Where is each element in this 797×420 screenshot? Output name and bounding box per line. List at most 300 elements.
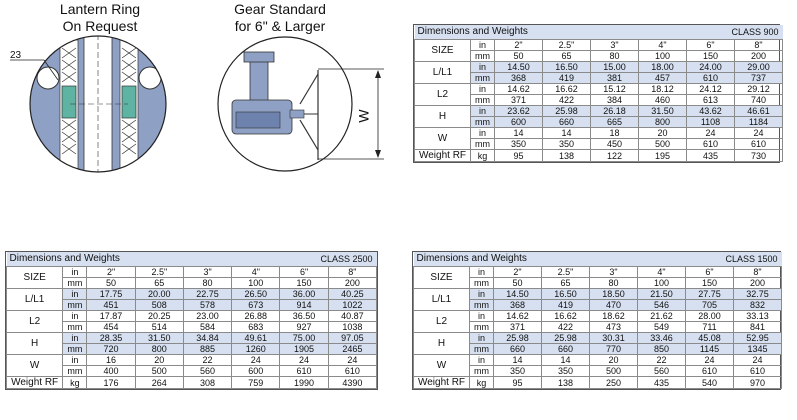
unit-in: in xyxy=(63,333,87,344)
size-in-row xyxy=(414,267,782,278)
table-class-900 xyxy=(413,24,780,163)
dimension-in-cell: 31.50 xyxy=(639,106,687,117)
size-mm-cell: 150 xyxy=(686,278,734,289)
unit-mm: mm xyxy=(470,322,494,333)
dimension-in-cell: 34.84 xyxy=(183,333,231,344)
dimension-in-cell: 97.05 xyxy=(328,333,376,344)
dimension-label: L2 xyxy=(415,84,471,106)
dimension-in-cell: 24 xyxy=(328,355,376,366)
dimension-in-cell: 32.75 xyxy=(734,289,782,300)
dimension-in-cell: 20 xyxy=(135,355,183,366)
dimension-row-in xyxy=(414,355,782,366)
dimension-mm-cell: 384 xyxy=(591,95,639,106)
size-in-cell: 3" xyxy=(591,40,639,51)
pressure-class-label: CLASS 1500 xyxy=(638,252,782,267)
dimension-in-cell: 24 xyxy=(734,355,782,366)
dimension-mm-cell: 419 xyxy=(543,73,591,84)
dimension-mm-cell: 600 xyxy=(495,117,543,128)
unit-in: in xyxy=(471,62,495,73)
weight-cell: 308 xyxy=(183,377,231,389)
dimension-mm-cell: 665 xyxy=(591,117,639,128)
dimension-in-cell: 25.98 xyxy=(543,106,591,117)
dimension-label: L2 xyxy=(7,311,63,333)
dimension-mm-cell: 350 xyxy=(495,139,543,150)
pressure-class-label: CLASS 900 xyxy=(639,25,783,40)
table-title: Dimensions and Weights xyxy=(414,252,638,267)
size-label: SIZE xyxy=(7,267,63,289)
dimension-mm-cell: 711 xyxy=(686,322,734,333)
unit-in: in xyxy=(471,128,495,139)
dimension-mm-cell: 500 xyxy=(590,366,638,377)
size-mm-cell: 50 xyxy=(87,278,135,289)
dimension-mm-cell: 584 xyxy=(183,322,231,333)
table-title: Dimensions and Weights xyxy=(7,252,232,267)
weight-cell: 138 xyxy=(543,150,591,162)
weight-cell: 540 xyxy=(686,377,734,389)
w-dimension-label: W xyxy=(355,109,372,123)
weight-cell: 970 xyxy=(734,377,782,389)
unit-in: in xyxy=(63,355,87,366)
unit-in: in xyxy=(471,40,495,51)
size-mm-cell: 150 xyxy=(280,278,328,289)
dimension-in-cell: 14.50 xyxy=(495,62,543,73)
dimension-mm-cell: 600 xyxy=(232,366,280,377)
dimension-in-cell: 26.88 xyxy=(232,311,280,322)
dimension-mm-cell: 549 xyxy=(638,322,686,333)
dimension-in-cell: 14.50 xyxy=(494,289,542,300)
lantern-ring-detail-image xyxy=(28,34,172,176)
dimension-row-mm xyxy=(7,344,377,355)
unit-in: in xyxy=(471,106,495,117)
dimension-in-cell: 43.62 xyxy=(687,106,735,117)
dimension-mm-cell: 770 xyxy=(590,344,638,355)
dimension-in-cell: 22 xyxy=(183,355,231,366)
dimension-in-cell: 26.18 xyxy=(591,106,639,117)
dimension-row-in xyxy=(414,311,782,322)
dimension-in-cell: 18.50 xyxy=(590,289,638,300)
unit-in: in xyxy=(63,289,87,300)
dimension-in-cell: 14 xyxy=(494,355,542,366)
dimension-row-mm xyxy=(7,300,377,311)
size-in-cell: 2" xyxy=(87,267,135,278)
dimension-row-in xyxy=(414,289,782,300)
weight-cell: 435 xyxy=(638,377,686,389)
dimension-row-mm xyxy=(415,73,783,84)
size-in-cell: 8" xyxy=(734,267,782,278)
dimension-mm-cell: 419 xyxy=(542,300,590,311)
dimension-mm-cell: 832 xyxy=(734,300,782,311)
dimension-mm-cell: 450 xyxy=(591,139,639,150)
dimension-row-in xyxy=(415,128,783,139)
size-mm-cell: 50 xyxy=(495,51,543,62)
weight-cell: 122 xyxy=(591,150,639,162)
dimension-row-mm xyxy=(414,322,782,333)
dimension-mm-cell: 1345 xyxy=(734,344,782,355)
size-in-cell: 8" xyxy=(735,40,783,51)
dimension-mm-cell: 740 xyxy=(735,95,783,106)
dimension-mm-cell: 800 xyxy=(135,344,183,355)
dimension-mm-cell: 800 xyxy=(639,117,687,128)
dimension-mm-cell: 610 xyxy=(687,139,735,150)
dimension-mm-cell: 1108 xyxy=(687,117,735,128)
dimension-label: W xyxy=(415,128,471,150)
dimension-mm-cell: 422 xyxy=(543,95,591,106)
dimension-mm-cell: 927 xyxy=(280,322,328,333)
size-mm-cell: 100 xyxy=(638,278,686,289)
dimension-row-in xyxy=(415,106,783,117)
dimension-in-cell: 20.25 xyxy=(135,311,183,322)
dimension-in-cell: 18 xyxy=(591,128,639,139)
dimension-in-cell: 23.00 xyxy=(183,311,231,322)
dimension-mm-cell: 514 xyxy=(135,322,183,333)
dimension-mm-cell: 1038 xyxy=(328,322,376,333)
dimension-in-cell: 14 xyxy=(495,128,543,139)
unit-mm: mm xyxy=(470,344,494,355)
dimension-in-cell: 31.50 xyxy=(135,333,183,344)
unit-in: in xyxy=(470,311,494,322)
size-in-cell: 6" xyxy=(686,267,734,278)
size-mm-cell: 200 xyxy=(735,51,783,62)
dimension-mm-cell: 371 xyxy=(495,95,543,106)
table-header-row xyxy=(414,252,782,267)
weight-cell: 95 xyxy=(495,150,543,162)
dimension-mm-cell: 460 xyxy=(639,95,687,106)
size-in-cell: 6" xyxy=(687,40,735,51)
unit-in: in xyxy=(470,355,494,366)
weight-cell: 138 xyxy=(542,377,590,389)
dimension-mm-cell: 1022 xyxy=(328,300,376,311)
dimension-mm-cell: 500 xyxy=(639,139,687,150)
callout-number: 23 xyxy=(10,50,22,61)
size-in-cell: 3" xyxy=(183,267,231,278)
dimension-in-cell: 33.46 xyxy=(638,333,686,344)
unit-in: in xyxy=(470,289,494,300)
unit-mm: mm xyxy=(471,73,495,84)
dimension-mm-cell: 470 xyxy=(590,300,638,311)
dimension-mm-cell: 841 xyxy=(734,322,782,333)
size-mm-cell: 80 xyxy=(590,278,638,289)
dimension-in-cell: 23.62 xyxy=(495,106,543,117)
dimension-mm-cell: 660 xyxy=(542,344,590,355)
dimension-row-mm xyxy=(415,95,783,106)
dimension-in-cell: 14.62 xyxy=(495,84,543,95)
weight-cell: 759 xyxy=(232,377,280,389)
dimension-mm-cell: 2465 xyxy=(328,344,376,355)
unit-mm: mm xyxy=(471,95,495,106)
dimension-row-in xyxy=(415,62,783,73)
dimension-mm-cell: 673 xyxy=(232,300,280,311)
weight-cell: 435 xyxy=(687,150,735,162)
size-mm-cell: 65 xyxy=(542,278,590,289)
size-mm-row xyxy=(414,278,782,289)
dimension-label: L2 xyxy=(414,311,470,333)
weight-cell: 264 xyxy=(135,377,183,389)
size-in-cell: 8" xyxy=(328,267,376,278)
dimension-mm-cell: 451 xyxy=(87,300,135,311)
dimension-row-mm xyxy=(414,300,782,311)
unit-mm: mm xyxy=(471,139,495,150)
dimension-in-cell: 15.12 xyxy=(591,84,639,95)
dimension-mm-cell: 683 xyxy=(232,322,280,333)
weight-cell: 1990 xyxy=(280,377,328,389)
dimension-in-cell: 24.12 xyxy=(687,84,735,95)
size-mm-cell: 100 xyxy=(639,51,687,62)
dimension-label: L/L1 xyxy=(7,289,63,311)
dimension-in-cell: 25.98 xyxy=(542,333,590,344)
gear-operator-image xyxy=(218,37,352,171)
weight-cell: 195 xyxy=(639,150,687,162)
dimension-in-cell: 17.87 xyxy=(87,311,135,322)
weight-label: Weight RF xyxy=(7,377,63,389)
dimension-mm-cell: 546 xyxy=(638,300,686,311)
size-label: SIZE xyxy=(415,40,471,62)
unit-in: in xyxy=(470,267,494,278)
dimension-in-cell: 26.50 xyxy=(232,289,280,300)
dimension-in-cell: 20.00 xyxy=(135,289,183,300)
dimension-mm-cell: 613 xyxy=(687,95,735,106)
dimension-mm-cell: 720 xyxy=(87,344,135,355)
dimension-in-cell: 24 xyxy=(686,355,734,366)
size-mm-cell: 100 xyxy=(232,278,280,289)
weight-unit: kg xyxy=(471,150,495,162)
dimension-mm-cell: 737 xyxy=(735,73,783,84)
size-in-row xyxy=(415,40,783,51)
unit-mm: mm xyxy=(63,300,87,311)
table-class-1500 xyxy=(412,251,781,390)
dimension-in-cell: 24 xyxy=(735,128,783,139)
dimension-row-in xyxy=(7,289,377,300)
weight-label: Weight RF xyxy=(414,377,470,389)
dimension-in-cell: 22 xyxy=(638,355,686,366)
size-mm-cell: 80 xyxy=(183,278,231,289)
dimension-in-cell: 52.95 xyxy=(734,333,782,344)
dimension-row-mm xyxy=(414,344,782,355)
unit-mm: mm xyxy=(471,51,495,62)
dimension-row-mm xyxy=(414,366,782,377)
dimension-in-cell: 33.13 xyxy=(734,311,782,322)
dimension-label: W xyxy=(414,355,470,377)
dimension-mm-cell: 500 xyxy=(135,366,183,377)
pressure-class-label: CLASS 2500 xyxy=(232,252,377,267)
dimension-row-mm xyxy=(7,322,377,333)
dimension-in-cell: 27.75 xyxy=(686,289,734,300)
weight-cell: 730 xyxy=(735,150,783,162)
weight-cell: 95 xyxy=(494,377,542,389)
size-in-cell: 6" xyxy=(280,267,328,278)
dimension-mm-cell: 560 xyxy=(183,366,231,377)
dimension-mm-cell: 660 xyxy=(494,344,542,355)
weight-unit: kg xyxy=(470,377,494,389)
dimension-in-cell: 25.98 xyxy=(494,333,542,344)
size-mm-cell: 200 xyxy=(734,278,782,289)
dimension-mm-cell: 350 xyxy=(494,366,542,377)
dimension-in-cell: 30.31 xyxy=(590,333,638,344)
dimension-in-cell: 16.62 xyxy=(542,311,590,322)
dimension-mm-cell: 1260 xyxy=(232,344,280,355)
dimension-in-cell: 75.00 xyxy=(280,333,328,344)
dimension-in-cell: 16.50 xyxy=(542,289,590,300)
dimension-mm-cell: 400 xyxy=(87,366,135,377)
dimension-mm-cell: 1184 xyxy=(735,117,783,128)
dimension-mm-cell: 610 xyxy=(735,139,783,150)
dimension-mm-cell: 508 xyxy=(135,300,183,311)
size-in-cell: 4" xyxy=(232,267,280,278)
dimension-in-cell: 14 xyxy=(543,128,591,139)
dimension-mm-cell: 381 xyxy=(591,73,639,84)
table-class-2500 xyxy=(5,251,378,390)
dimension-mm-cell: 610 xyxy=(328,366,376,377)
dimension-in-cell: 21.62 xyxy=(638,311,686,322)
dimension-mm-cell: 454 xyxy=(87,322,135,333)
unit-mm: mm xyxy=(63,322,87,333)
size-mm-row xyxy=(415,51,783,62)
dimension-mm-cell: 610 xyxy=(280,366,328,377)
dimension-mm-cell: 560 xyxy=(638,366,686,377)
unit-mm: mm xyxy=(63,344,87,355)
unit-mm: mm xyxy=(63,366,87,377)
dimension-row-in xyxy=(7,311,377,322)
unit-mm: mm xyxy=(471,117,495,128)
unit-mm: mm xyxy=(63,278,87,289)
size-label: SIZE xyxy=(414,267,470,289)
table-title: Dimensions and Weights xyxy=(415,25,639,40)
dimension-in-cell: 21.50 xyxy=(638,289,686,300)
dimension-in-cell: 46.61 xyxy=(735,106,783,117)
dimension-label: H xyxy=(7,333,63,355)
dimension-label: L/L1 xyxy=(414,289,470,311)
size-in-cell: 4" xyxy=(638,267,686,278)
dimension-mm-cell: 610 xyxy=(734,366,782,377)
dimension-in-cell: 36.50 xyxy=(280,311,328,322)
dimension-in-cell: 49.61 xyxy=(232,333,280,344)
unit-in: in xyxy=(470,333,494,344)
unit-mm: mm xyxy=(470,278,494,289)
table-header-row xyxy=(7,252,377,267)
dimension-in-cell: 24 xyxy=(232,355,280,366)
dimension-in-cell: 17.75 xyxy=(87,289,135,300)
size-mm-cell: 150 xyxy=(687,51,735,62)
weight-cell: 4390 xyxy=(328,377,376,389)
dimension-in-cell: 20 xyxy=(639,128,687,139)
dimension-in-cell: 14 xyxy=(542,355,590,366)
dimension-mm-cell: 1145 xyxy=(686,344,734,355)
dimension-in-cell: 22.75 xyxy=(183,289,231,300)
size-mm-cell: 65 xyxy=(543,51,591,62)
dimension-mm-cell: 610 xyxy=(687,73,735,84)
dimension-mm-cell: 660 xyxy=(543,117,591,128)
size-in-cell: 2" xyxy=(495,40,543,51)
dimension-row-in xyxy=(414,333,782,344)
dimension-mm-cell: 705 xyxy=(686,300,734,311)
unit-mm: mm xyxy=(470,366,494,377)
gear-caption-line1: Gear Standard xyxy=(234,1,326,17)
dimension-mm-cell: 350 xyxy=(543,139,591,150)
weight-label: Weight RF xyxy=(415,150,471,162)
unit-mm: mm xyxy=(470,300,494,311)
dimension-in-cell: 45.08 xyxy=(686,333,734,344)
dimension-in-cell: 40.25 xyxy=(328,289,376,300)
dimension-mm-cell: 850 xyxy=(638,344,686,355)
dimension-in-cell: 28.35 xyxy=(87,333,135,344)
dimension-in-cell: 16.62 xyxy=(543,84,591,95)
dimension-mm-cell: 368 xyxy=(495,73,543,84)
dimension-mm-cell: 578 xyxy=(183,300,231,311)
size-in-cell: 2" xyxy=(494,267,542,278)
dimension-in-cell: 24 xyxy=(687,128,735,139)
dimension-in-cell: 16.50 xyxy=(543,62,591,73)
dimension-mm-cell: 473 xyxy=(590,322,638,333)
unit-in: in xyxy=(63,267,87,278)
dimension-in-cell: 36.00 xyxy=(280,289,328,300)
dimension-in-cell: 14.62 xyxy=(494,311,542,322)
dimension-in-cell: 15.00 xyxy=(591,62,639,73)
dimension-row-mm xyxy=(415,139,783,150)
dimension-in-cell: 24.00 xyxy=(687,62,735,73)
unit-in: in xyxy=(471,84,495,95)
size-mm-cell: 80 xyxy=(591,51,639,62)
dimension-label: H xyxy=(414,333,470,355)
size-mm-cell: 200 xyxy=(328,278,376,289)
dimension-mm-cell: 350 xyxy=(542,366,590,377)
dimension-label: L/L1 xyxy=(415,62,471,84)
gear-caption-line2: for 6" & Larger xyxy=(234,18,326,34)
weight-cell: 250 xyxy=(590,377,638,389)
dimension-in-cell: 29.12 xyxy=(735,84,783,95)
dimension-mm-cell: 610 xyxy=(686,366,734,377)
dimension-mm-cell: 368 xyxy=(494,300,542,311)
size-mm-row xyxy=(7,278,377,289)
size-in-row xyxy=(7,267,377,278)
size-in-cell: 2.5" xyxy=(135,267,183,278)
dimension-row-in xyxy=(7,333,377,344)
dimension-row-in xyxy=(415,84,783,95)
dimension-in-cell: 29.00 xyxy=(735,62,783,73)
dimension-in-cell: 40.87 xyxy=(328,311,376,322)
weight-cell: 176 xyxy=(87,377,135,389)
valve-detail-figures xyxy=(0,0,410,200)
unit-in: in xyxy=(63,311,87,322)
dimension-label: H xyxy=(415,106,471,128)
dimension-in-cell: 18.62 xyxy=(590,311,638,322)
dimension-in-cell: 20 xyxy=(590,355,638,366)
weight-row xyxy=(414,377,782,389)
dimension-mm-cell: 422 xyxy=(542,322,590,333)
dimension-row-mm xyxy=(7,366,377,377)
dimension-row-mm xyxy=(415,117,783,128)
dimension-in-cell: 28.00 xyxy=(686,311,734,322)
dimension-mm-cell: 885 xyxy=(183,344,231,355)
dimension-mm-cell: 914 xyxy=(280,300,328,311)
dimension-in-cell: 18.00 xyxy=(639,62,687,73)
weight-row xyxy=(415,150,783,162)
size-in-cell: 2.5" xyxy=(542,267,590,278)
size-in-cell: 3" xyxy=(590,267,638,278)
dimension-mm-cell: 457 xyxy=(639,73,687,84)
dimension-mm-cell: 371 xyxy=(494,322,542,333)
dimension-label: W xyxy=(7,355,63,377)
dimension-mm-cell: 1905 xyxy=(280,344,328,355)
size-in-cell: 4" xyxy=(639,40,687,51)
weight-unit: kg xyxy=(63,377,87,389)
size-mm-cell: 50 xyxy=(494,278,542,289)
size-in-cell: 2.5" xyxy=(543,40,591,51)
dimension-row-in xyxy=(7,355,377,366)
weight-row xyxy=(7,377,377,389)
size-mm-cell: 65 xyxy=(135,278,183,289)
table-header-row xyxy=(415,25,783,40)
lantern-caption-line2: On Request xyxy=(62,18,138,34)
dimension-in-cell: 16 xyxy=(87,355,135,366)
